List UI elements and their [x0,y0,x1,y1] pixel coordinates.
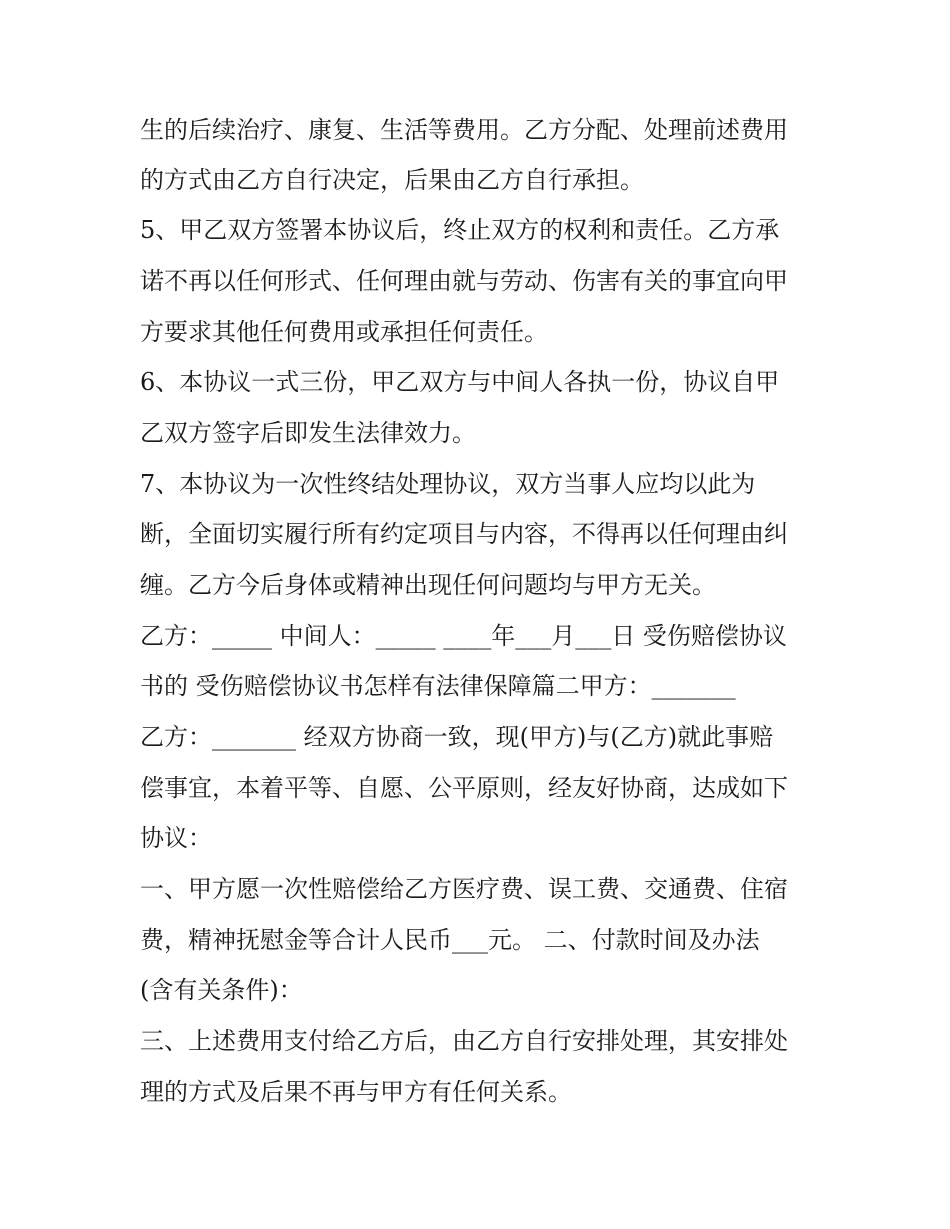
text-line: 乙方：_______ 经双方协商一致，现(甲方)与(乙方)就此事赔 [140,723,774,751]
text-line: 书的 受伤赔偿协议书怎样有法律保障篇二甲方：_______ [140,672,736,700]
text-line: 断，全面切实履行所有约定项目与内容，不得再以任何理由纠 [140,520,788,548]
text-line: 7、本协议为一次性终结处理协议，双方当事人应均以此为 [140,470,756,498]
text-line: 费，精神抚慰金等合计人民币___元。 二、付款时间及办法 [140,926,760,954]
text-line: 偿事宜，本着平等、自愿、公平原则，经友好协商，达成如下 [140,774,788,802]
text-line: 理的方式及后果不再与甲方有任何关系。 [140,1078,572,1106]
text-line: 方要求其他任何费用或承担任何责任。 [140,318,548,346]
text-line: 三、上述费用支付给乙方后，由乙方自行安排处理，其安排处 [140,1027,788,1055]
text-line: 一、甲方愿一次性赔偿给乙方医疗费、误工费、交通费、住宿 [140,875,788,903]
text-line: 乙双方签字后即发生法律效力。 [140,419,476,447]
text-line: 生的后续治疗、康复、生活等费用。乙方分配、处理前述费用 [140,116,788,144]
text-line: 5、甲乙双方签署本协议后，终止双方的权利和责任。乙方承 [140,216,780,244]
text-line: 缠。乙方今后身体或精神出现任何问题均与甲方无关。 [140,571,716,599]
text-line: 乙方：_____ 中间人：_____ ____年___月___日 受伤赔偿协议 [140,622,787,650]
text-line: 协议： [140,824,212,852]
text-line: (含有关条件)： [140,976,303,1004]
text-line: 诺不再以任何形式、任何理由就与劳动、伤害有关的事宜向甲 [140,267,788,295]
text-line: 的方式由乙方自行决定，后果由乙方自行承担。 [140,166,644,194]
text-line: 6、本协议一式三份，甲乙双方与中间人各执一份，协议自甲 [140,368,780,396]
